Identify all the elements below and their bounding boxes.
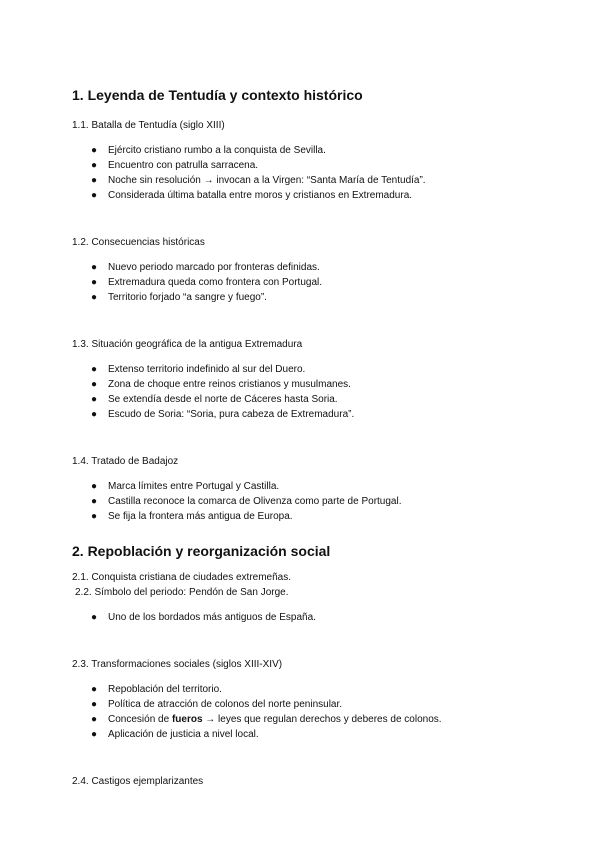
list-item (72, 392, 542, 407)
list-item (72, 290, 542, 305)
list-item (72, 377, 542, 392)
bullet-icon: ● (91, 699, 98, 710)
fueros-term: fueros (171, 714, 203, 725)
document-content (72, 86, 542, 789)
bullet-icon: ● (91, 714, 98, 725)
bullet-icon: ● (91, 364, 98, 375)
bullet-icon: ● (91, 175, 98, 186)
bullet-icon: ● (91, 190, 98, 201)
list-item-text: Se fija la frontera más antigua de Europa. (108, 511, 293, 522)
bullet-icon: ● (91, 292, 98, 303)
section-heading: 1.4. Tratado de Badajoz (72, 456, 179, 467)
list-item-text: Encuentro con patrulla sarracena. (108, 160, 259, 171)
list-item-text: Nuevo periodo marcado por fronteras definidas. (108, 262, 320, 273)
list-item (72, 143, 542, 158)
bullet-list (72, 362, 542, 422)
section-heading: 1.2. Consecuencias históricas (72, 237, 205, 248)
list-item (72, 173, 542, 188)
bullet-icon: ● (91, 409, 98, 420)
list-item (72, 610, 542, 625)
section-2-1-2-2 (72, 570, 542, 625)
bullet-list (72, 682, 542, 742)
section-heading: 1.1. Batalla de Tentudía (siglo XIII) (72, 120, 225, 131)
list-item-text: Repoblación del territorio. (108, 684, 222, 695)
bullet-list (72, 260, 542, 305)
section-heading-2-2: 2.2. Símbolo del periodo: Pendón de San Jorge. (75, 587, 289, 598)
list-item-text: Extenso territorio indefinido al sur del Duero. (108, 364, 306, 375)
list-item (72, 479, 542, 494)
list-item-text: Aplicación de justicia a nivel local. (108, 729, 259, 740)
section-2-4 (72, 774, 542, 789)
section-2-3 (72, 657, 542, 742)
bullet-icon: ● (91, 379, 98, 390)
bullet-list (72, 479, 542, 524)
section-heading: 2.3. Transformaciones sociales (siglos XIII-XIV) (72, 659, 283, 670)
list-item (72, 158, 542, 173)
chapter-2-title: 2. Repoblación y reorganización social (72, 543, 331, 559)
list-item (72, 407, 542, 422)
bullet-icon: ● (91, 612, 98, 623)
bullet-icon: ● (91, 277, 98, 288)
bullet-list (72, 143, 542, 203)
list-item-text: Extremadura queda como frontera con Portugal. (108, 277, 323, 288)
bullet-list (72, 610, 542, 625)
section-1-3 (72, 337, 542, 422)
list-item (72, 727, 542, 742)
bullet-icon: ● (91, 729, 98, 740)
bullet-icon: ● (91, 481, 98, 492)
list-item (72, 712, 542, 727)
list-item (72, 362, 542, 377)
list-item-text: Zona de choque entre reinos cristianos y musulmanes. (108, 379, 351, 390)
section-heading: 1.3. Situación geográfica de la antigua Extremadura (72, 339, 303, 350)
list-item-text: Ejército cristiano rumbo a la conquista de Sevilla. (108, 145, 326, 156)
section-heading-2-1: 2.1. Conquista cristiana de ciudades extremeñas. (72, 572, 292, 583)
list-item-text: Considerada última batalla entre moros y cristianos en Extremadura. (108, 190, 413, 201)
list-item-text: Noche sin resolución → invocan a la Virgen: “Santa María de Tentudía”. (108, 175, 426, 186)
list-item-text: Marca límites entre Portugal y Castilla. (108, 481, 280, 492)
list-item (72, 275, 542, 290)
section-1-1 (72, 118, 542, 203)
section-1-4 (72, 454, 542, 524)
chapter-1-title: 1. Leyenda de Tentudía y contexto histórico (72, 87, 363, 103)
list-item (72, 188, 542, 203)
list-item (72, 260, 542, 275)
bullet-icon: ● (91, 394, 98, 405)
section-1-2 (72, 235, 542, 305)
bullet-icon: ● (91, 684, 98, 695)
list-item (72, 494, 542, 509)
bullet-icon: ● (91, 511, 98, 522)
list-item-text: Escudo de Soria: “Soria, pura cabeza de Extremadura”. (108, 409, 355, 420)
list-item (72, 697, 542, 712)
list-item-text: Política de atracción de colonos del norte peninsular. (108, 699, 343, 710)
list-item-text-prefix: Concesión de (108, 714, 172, 725)
list-item (72, 509, 542, 524)
list-item-text: Se extendía desde el norte de Cáceres hasta Soria. (108, 394, 338, 405)
bullet-icon: ● (91, 160, 98, 171)
list-item-text: Territorio forjado “a sangre y fuego”. (108, 292, 267, 303)
list-item-text: Castilla reconoce la comarca de Olivenza como parte de Portugal. (108, 496, 402, 507)
bullet-icon: ● (91, 496, 98, 507)
bullet-icon: ● (91, 145, 98, 156)
list-item-text-suffix: → leyes que regulan derechos y deberes de colonos. (202, 714, 442, 725)
bullet-icon: ● (91, 262, 98, 273)
section-heading: 2.4. Castigos ejemplarizantes (72, 776, 204, 787)
list-item (72, 682, 542, 697)
list-item-text: Uno de los bordados más antiguos de España. (108, 612, 316, 623)
